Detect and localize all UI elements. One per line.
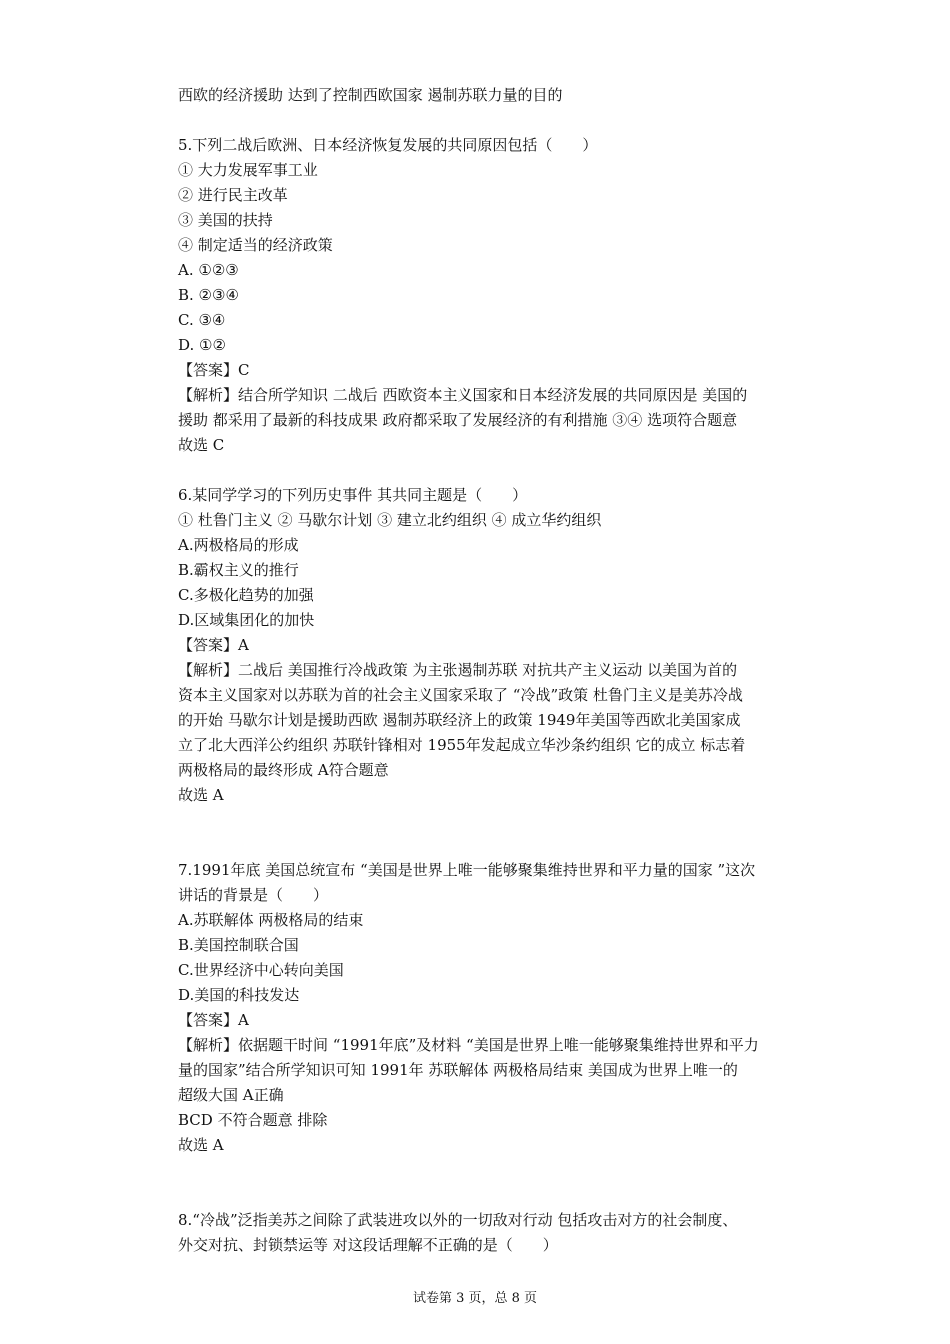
question-5-item-2: ② 进行民主改革: [178, 186, 288, 204]
question-5-stem: 5.下列二战后欧洲、日本经济恢复发展的共同原因包括（ ）: [178, 136, 598, 154]
question-5-item-3: ③ 美国的扶持: [178, 211, 273, 229]
question-5-option-c: C. ③④: [178, 311, 226, 329]
question-6-option-b: B.霸权主义的推行: [178, 561, 299, 579]
question-5-explanation: 援助 都采用了最新的科技成果 政府都采取了发展经济的有利措施 ③④ 选项符合题意: [178, 411, 738, 429]
question-7-explanation: 量的国家”结合所学知识可知 1991年 苏联解体 两极格局结束 美国成为世界上唯一的: [178, 1061, 738, 1079]
question-6-explanation: 立了北大西洋公约组织 苏联针锋相对 1955年发起成立华沙条约组织 它的成立 标志着: [178, 736, 746, 754]
question-6-stem: 6.某同学学习的下列历史事件 其共同主题是（ ）: [178, 486, 528, 504]
question-7-answer: 【答案】A: [178, 1011, 249, 1029]
question-7-option-a: A.苏联解体 两极格局的结束: [178, 911, 364, 929]
question-6-option-a: A.两极格局的形成: [178, 536, 299, 554]
question-7-option-d: D.美国的科技发达: [178, 986, 300, 1004]
question-6-explanation: 的开始 马歇尔计划是援助西欧 遏制苏联经济上的政策 1949年美国等西欧北美国家成: [178, 711, 741, 729]
question-8-stem: 8.“冷战”泛指美苏之间除了武装进攻以外的一切敌对行动 包括攻击对方的社会制度、: [178, 1211, 738, 1229]
question-5-option-a: A. ①②③: [178, 261, 239, 279]
question-7-explanation: BCD 不符合题意 排除: [178, 1111, 328, 1129]
question-6-explanation: 资本主义国家对以苏联为首的社会主义国家采取了 “冷战”政策 杜鲁门主义是美苏冷战: [178, 686, 743, 704]
question-6-option-d: D.区域集团化的加快: [178, 611, 315, 629]
page-content: [178, 83, 818, 1258]
question-6-option-c: C.多极化趋势的加强: [178, 586, 314, 604]
page-footer: 试卷第 3 页，总 8 页: [412, 1291, 538, 1306]
question-6-selection: 故选 A: [178, 786, 224, 804]
question-5-answer: 【答案】C: [178, 361, 250, 379]
question-7-selection: 故选 A: [178, 1136, 224, 1154]
question-5-option-d: D. ①②: [178, 336, 226, 354]
question-6-answer: 【答案】A: [178, 636, 249, 654]
question-8-stem: 外交对抗、封锁禁运等 对这段话理解不正确的是（ ）: [178, 1236, 558, 1254]
question-7-option-b: B.美国控制联合国: [178, 936, 299, 954]
question-5-item-4: ④ 制定适当的经济政策: [178, 236, 333, 254]
question-5-explanation: 【解析】结合所学知识 二战后 西欧资本主义国家和日本经济发展的共同原因是 美国的: [178, 386, 748, 404]
question-5-option-b: B. ②③④: [178, 286, 239, 304]
question-6-explanation: 【解析】二战后 美国推行冷战政策 为主张遏制苏联 对抗共产主义运动 以美国为首的: [178, 661, 738, 679]
question-6-explanation: 两极格局的最终形成 A符合题意: [178, 761, 389, 779]
question-6-items: ① 杜鲁门主义 ② 马歇尔计划 ③ 建立北约组织 ④ 成立华约组织: [178, 511, 602, 529]
question-7-explanation: 【解析】依据题干时间 “1991年底”及材料 “美国是世界上唯一能够聚集维持世界和平力: [178, 1036, 759, 1054]
question-7-explanation: 超级大国 A正确: [178, 1086, 284, 1104]
question-7-stem: 7.1991年底 美国总统宣布 “美国是世界上唯一能够聚集维持世界和平力量的国家 ”这次: [178, 861, 756, 879]
question-7-stem: 讲话的背景是（ ）: [178, 886, 329, 904]
question-5-selection: 故选 C: [178, 436, 225, 454]
text-line: 西欧的经济援助 达到了控制西欧国家 遏制苏联力量的目的: [178, 86, 563, 104]
question-5-item-1: ① 大力发展军事工业: [178, 161, 318, 179]
question-7-option-c: C.世界经济中心转向美国: [178, 961, 344, 979]
